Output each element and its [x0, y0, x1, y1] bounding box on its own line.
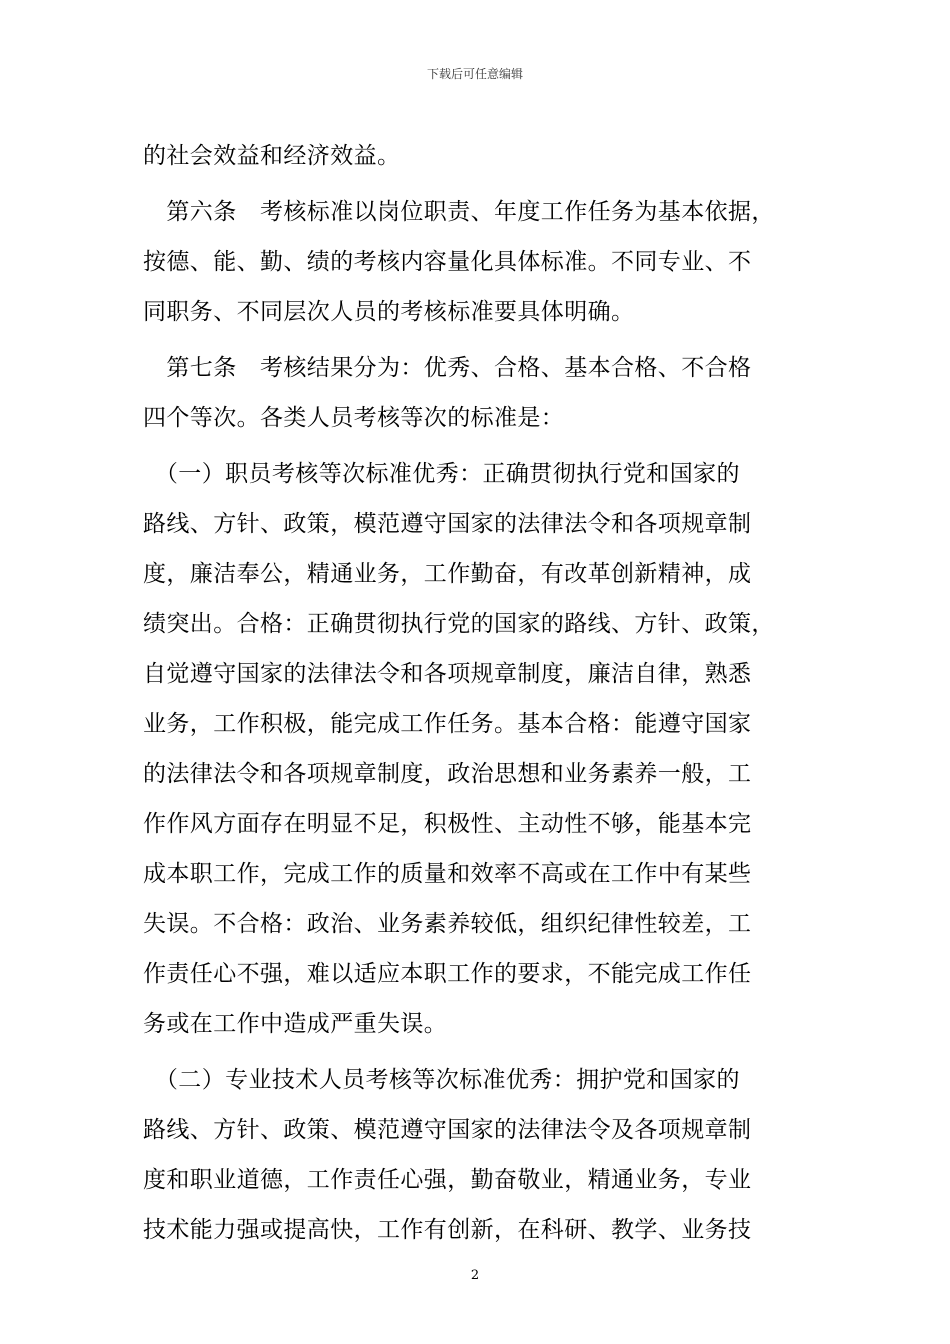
text-line: 度，廉洁奉公，精通业务，工作勤奋，有改革创新精神，成 — [143, 561, 752, 587]
text-line: 成本职工作，完成工作的质量和效率不高或在工作中有某些 — [143, 861, 752, 887]
text-line: 第七条 考核结果分为：优秀、合格、基本合格、不合格 — [143, 355, 752, 381]
text-line: 度和职业道德，工作责任心强，勤奋敬业，精通业务，专业 — [143, 1167, 752, 1193]
text-line: 自觉遵守国家的法律法令和各项规章制度，廉洁自律，熟悉 — [143, 661, 752, 687]
text-line: 的社会效益和经济效益。 — [143, 143, 401, 169]
text-line: 路线、方针、政策、模范遵守国家的法律法令及各项规章制 — [143, 1117, 752, 1143]
paragraph-staff-standards — [143, 449, 829, 1049]
text-line: 务或在工作中造成严重失误。 — [143, 1011, 448, 1037]
page-header: 下载后可任意编辑 — [426, 67, 523, 81]
paragraph — [143, 131, 829, 181]
text-line: 失误。不合格：政治、业务素养较低，组织纪律性较差，工 — [143, 911, 752, 937]
document-body — [143, 131, 829, 1255]
text-line: 技术能力强或提高快，工作有创新，在科研、教学、业务技 — [143, 1217, 752, 1243]
paragraph-article-6 — [143, 187, 829, 337]
text-line: 业务，工作积极，能完成工作任务。基本合格：能遵守国家 — [143, 711, 752, 737]
text-line: 同职务、不同层次人员的考核标准要具体明确。 — [143, 299, 635, 325]
text-line: 第六条 考核标准以岗位职责、年度工作任务为基本依据， — [143, 199, 775, 225]
paragraph-article-7 — [143, 343, 829, 443]
text-line: 绩突出。合格：正确贯彻执行党的国家的路线、方针、政策， — [143, 611, 775, 637]
text-line: 四个等次。各类人员考核等次的标准是： — [143, 405, 565, 431]
page-number: 2 — [470, 1268, 480, 1283]
text-line: （二）专业技术人员考核等次标准优秀：拥护党和国家的 — [143, 1067, 740, 1093]
text-line: 的法律法令和各项规章制度，政治思想和业务素养一般，工 — [143, 761, 752, 787]
text-line: 路线、方针、政策，模范遵守国家的法律法令和各项规章制 — [143, 511, 752, 537]
text-line: 作责任心不强，难以适应本职工作的要求，不能完成工作任 — [143, 961, 752, 987]
text-line: 按德、能、勤、绩的考核内容量化具体标准。不同专业、不 — [143, 249, 752, 275]
text-line: 作作风方面存在明显不足，积极性、主动性不够，能基本完 — [143, 811, 752, 837]
paragraph-technical-standards — [143, 1055, 829, 1255]
text-line: （一）职员考核等次标准优秀：正确贯彻执行党和国家的 — [143, 461, 740, 487]
